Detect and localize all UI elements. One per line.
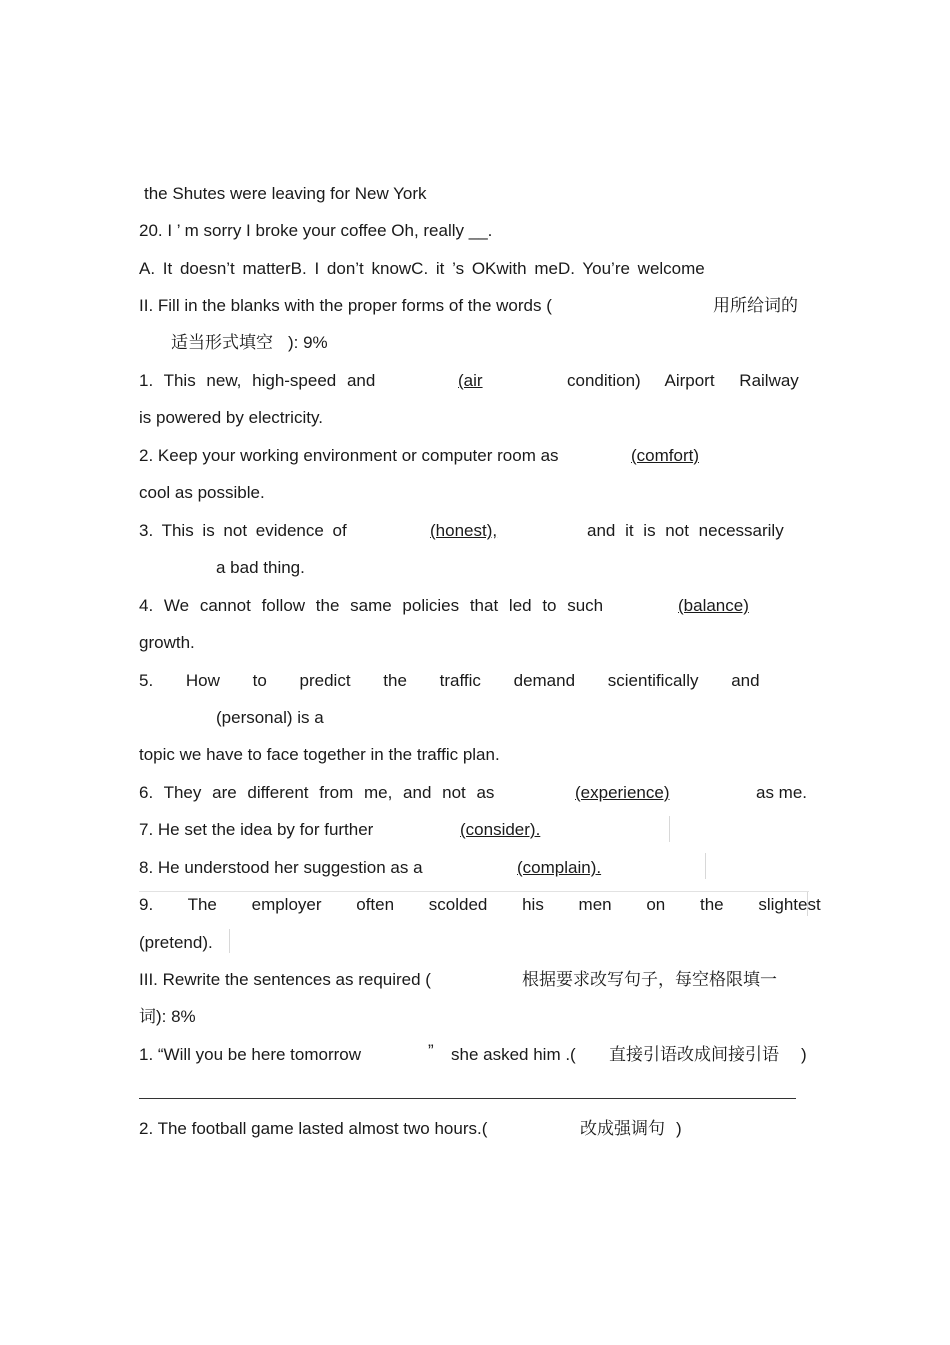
item9-blank: (pretend).: [139, 933, 213, 952]
item3-text-c: a bad thing.: [216, 558, 305, 577]
s3-item1-paren: ): [801, 1045, 807, 1064]
item2-text-c: cool as possible.: [139, 483, 265, 502]
item7-blank: (consider).: [460, 820, 541, 839]
section2-title-cn: 用所给词的: [713, 296, 798, 315]
item7-text: 7. He set the idea by for further: [139, 820, 374, 839]
item1-text: 1. This new, high-speed and: [139, 371, 376, 390]
section3-title-cn: 根据要求改写句子，每空格限填一: [522, 970, 777, 989]
item3-text: 3. This is not evidence of: [139, 521, 347, 540]
item4-text: 4. We cannot follow the same policies that led to such: [139, 596, 604, 615]
item1-text-b: condition) Airport Railway: [567, 371, 799, 390]
answer-line: [139, 1098, 796, 1099]
item3-text-b: and it is not necessarily: [587, 521, 784, 540]
s3-item2-paren: ): [676, 1119, 682, 1138]
item4-blank: (balance): [678, 596, 749, 615]
item8-blank: (complain).: [517, 858, 602, 877]
item6-text-b: as me.: [756, 783, 808, 802]
item5-blank: (personal) is a: [216, 708, 324, 727]
item5-text: 5. How to predict the traffic demand scientifically and: [139, 671, 760, 690]
s3-item2-cn: 改成强调句: [580, 1119, 665, 1138]
section3-title: III. Rewrite the sentences as required (: [139, 970, 431, 989]
item2-blank: (comfort): [631, 446, 699, 465]
table-border: [807, 892, 808, 916]
s3-item1-cn: 直接引语改成间接引语: [609, 1045, 779, 1064]
section2-title: II. Fill in the blanks with the proper forms of the words (: [139, 296, 552, 315]
s3-item2-text: 2. The football game lasted almost two hours.(: [139, 1119, 488, 1138]
item2-text: 2. Keep your working environment or computer room as: [139, 446, 559, 465]
item4-text-c: growth.: [139, 633, 195, 652]
item6-text: 6. They are different from me, and not as: [139, 783, 495, 802]
table-border: [669, 816, 670, 842]
q20-stem: 20. I ’ m sorry I broke your coffee Oh, really __.: [139, 221, 493, 240]
section2-title-tail: ): 9%: [288, 333, 328, 352]
table-border: [139, 891, 809, 892]
section2-title-cn-2: 适当形式填空: [171, 333, 273, 352]
section3-title-tail: 词): 8%: [139, 1007, 196, 1026]
item1-text-c: is powered by electricity.: [139, 408, 323, 427]
s3-item1-tail: she asked him .(: [451, 1045, 576, 1064]
item1-blank: (air: [458, 371, 483, 390]
s3-item1-close-quote: ”: [428, 1041, 434, 1060]
item6-blank: (experience): [575, 783, 670, 802]
item5-text-c: topic we have to face together in the traffic plan.: [139, 745, 500, 764]
table-border: [705, 853, 706, 879]
header-line: the Shutes were leaving for New York: [144, 184, 427, 203]
item8-text: 8. He understood her suggestion as a: [139, 858, 423, 877]
item3-blank: (honest),: [430, 521, 498, 540]
s3-item1-text: 1. “Will you be here tomorrow: [139, 1045, 362, 1064]
q20-options: A. It doesn’t matterB. I don’t knowC. it ’s OKwith meD. You’re welcome: [139, 259, 705, 278]
item9-text: 9. The employer often scolded his men on the slightest: [139, 895, 821, 914]
table-border: [229, 929, 230, 953]
